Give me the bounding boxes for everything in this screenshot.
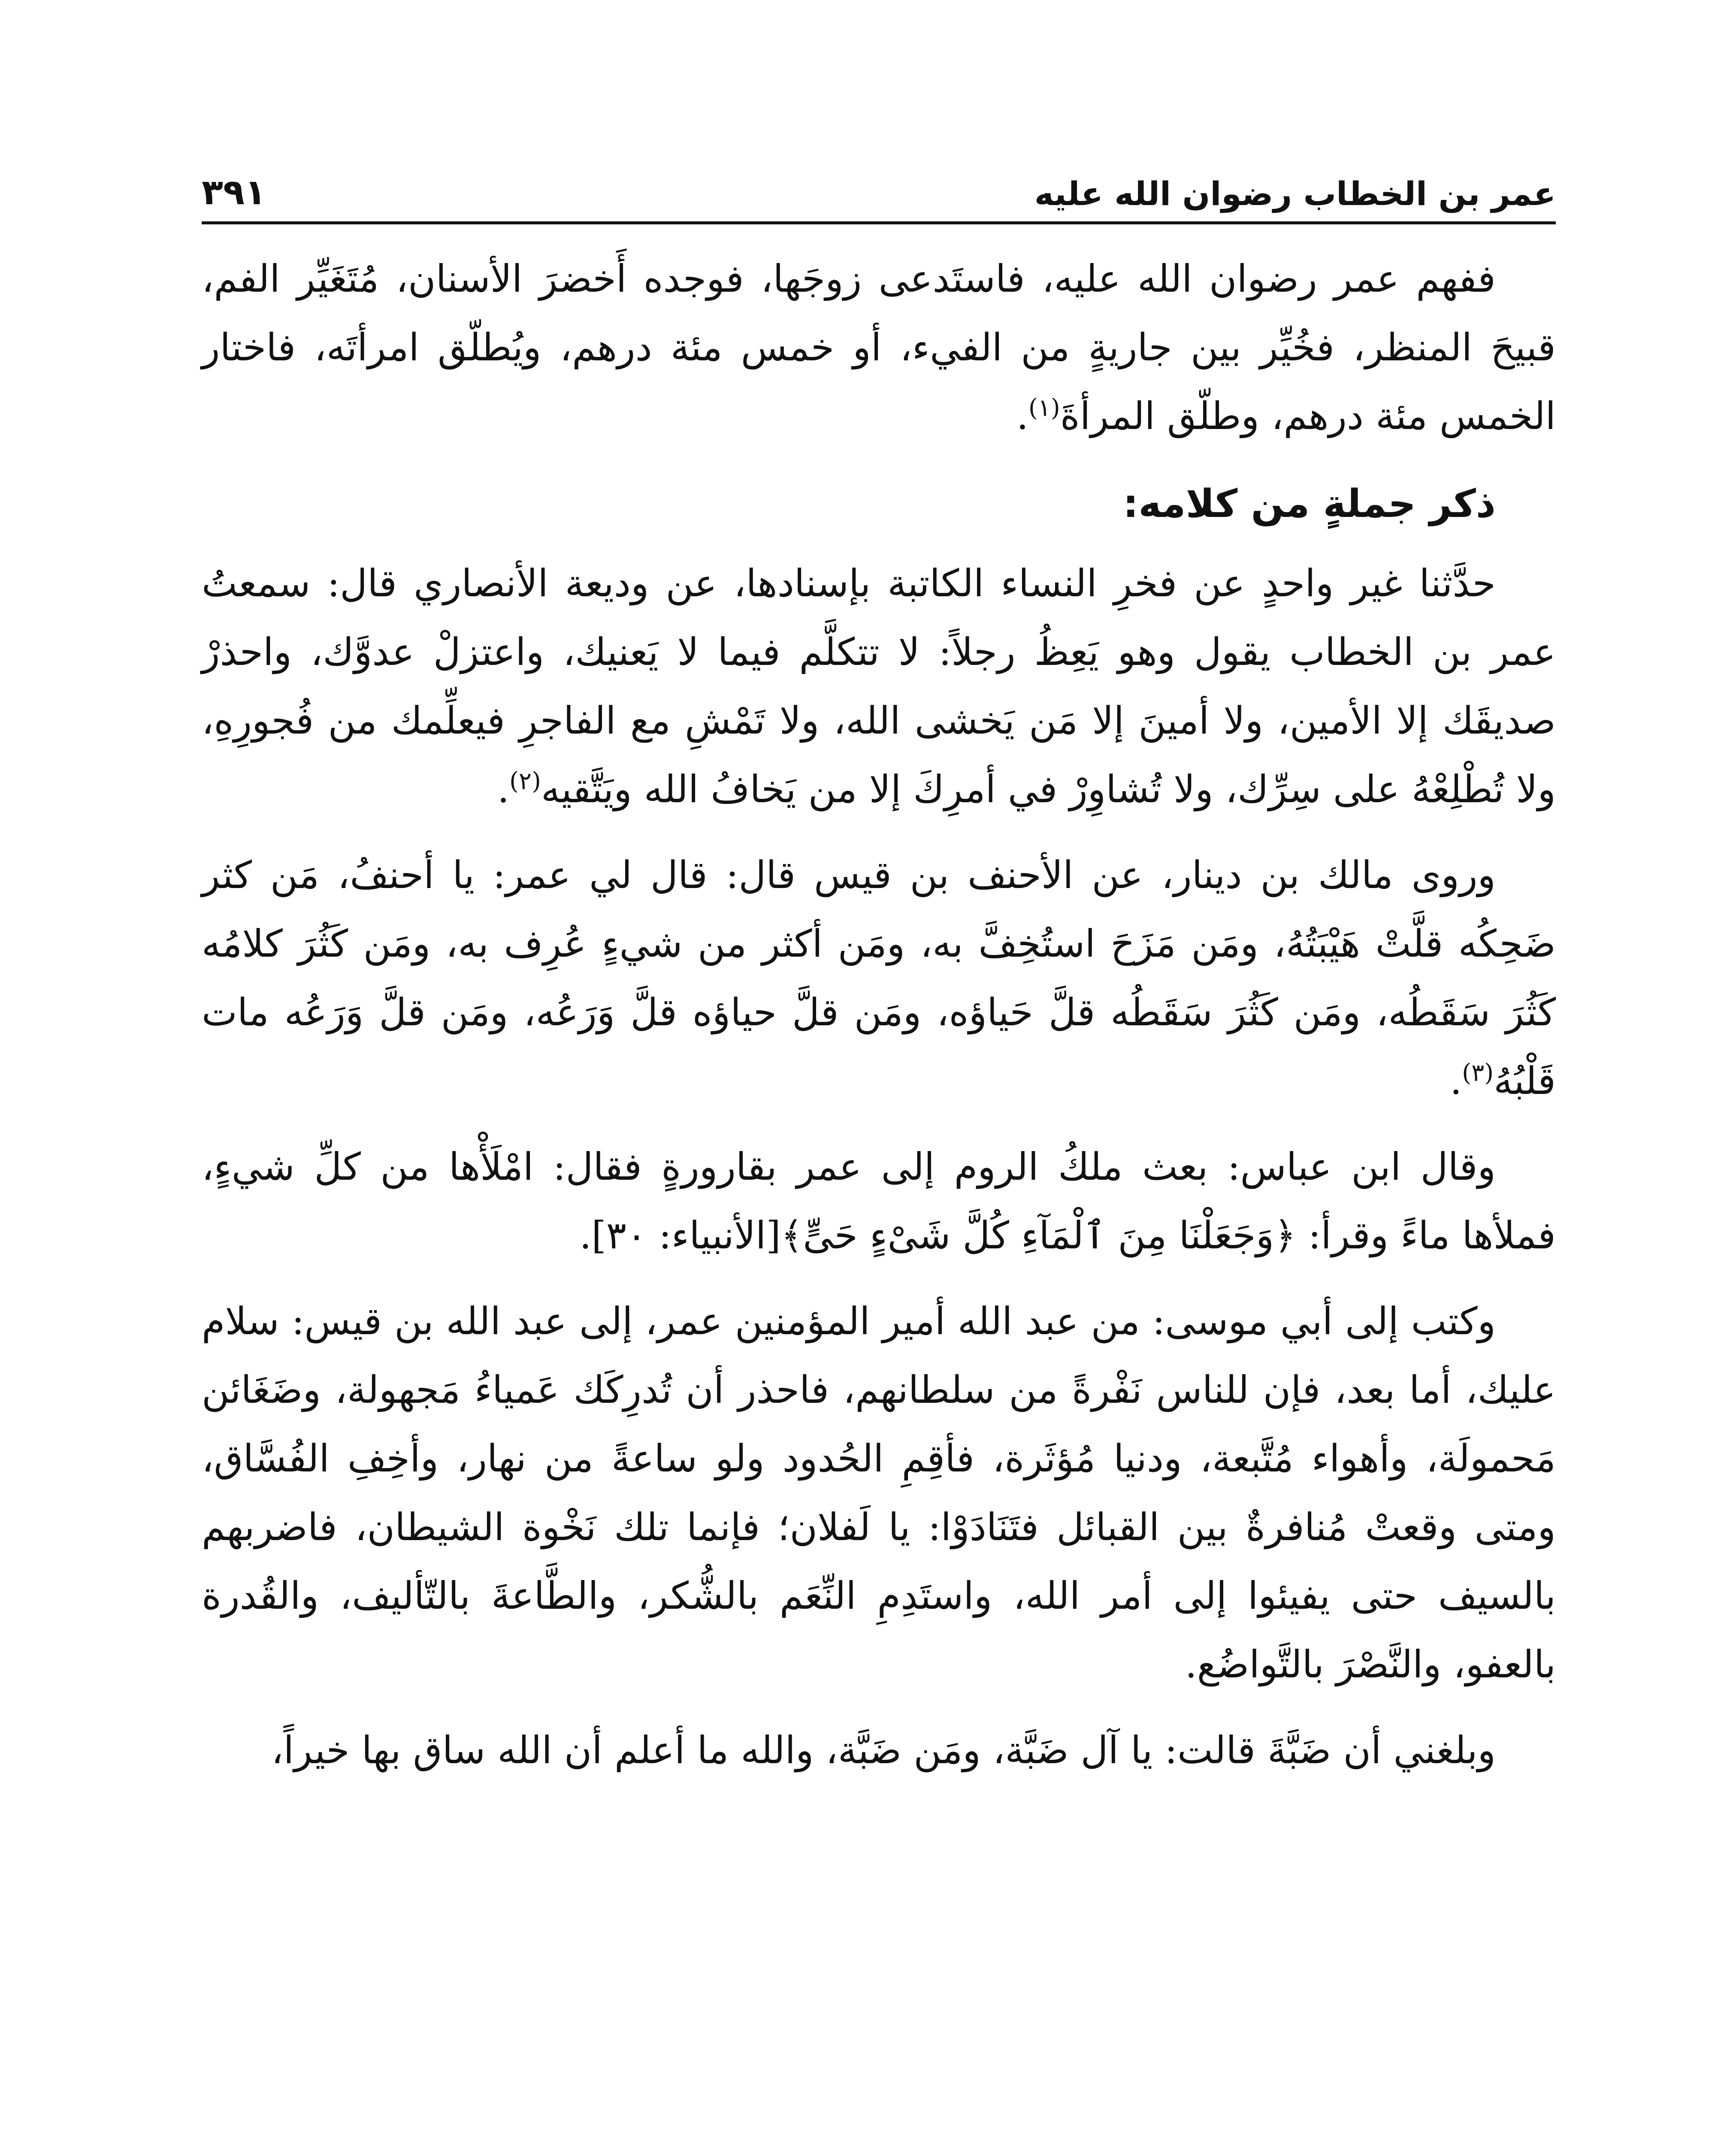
paragraph-4-text: وقال ابن عباس: بعث ملكُ الروم إلى عمر بقارورةٍ فقال: امْلَأْها من كلِّ شيءٍ، فملأها ماءً وقرأ: [202, 1145, 1556, 1257]
paragraph-1-text: ففهم عمر رضوان الله عليه، فاستَدعى زوجَها، فوجده أَخضرَ الأسنان، مُتَغَيِّر الفم، قبيحَ المنظر، فخُيِّر بين جاريةٍ من الفيء، أو خمس مئة درهم، ويُطلّق امرأتَه، فاختار الخمس مئة درهم، وطلّق المرأةَ [202, 257, 1556, 438]
page-header [202, 129, 1556, 224]
paragraph-2-end: . [497, 767, 510, 811]
paragraph-6-text: وبلغني أن ضَبَّةَ قالت: يا آل ضَبَّة، ومَن ضَبَّة، والله ما أعلم أن الله ساق بها خيراً، [271, 1728, 1496, 1772]
paragraph-3 [202, 841, 1556, 1115]
paragraph-2-text: حدَّثنا غير واحدٍ عن فخرِ النساء الكاتبة بإسنادها، عن وديعة الأنصاري قال: سمعتُ عمر بن الخطاب يقول وهو يَعِظُ رجلاً: لا تتكلَّم فيما لا يَعنيك، واعتزلْ عدوَّك، واحذرْ صديقَك إلا الأمين، ولا أمينَ إلا مَن يَخشى الله، ولا تَمْشِ مع الفاجرِ فيعلِّمك من فُجورِهِ، ولا تُطْلِعْهُ على سِرِّك، ولا تُشاوِرْ في أمرِكَ إلا من يَخافُ الله ويَتَّقيه [202, 561, 1556, 811]
paragraph-4 [202, 1133, 1556, 1270]
section-heading: ذكر جملةٍ من كلامه: [1123, 481, 1496, 526]
paragraph-6 [202, 1716, 1556, 1785]
paragraph-1-end: . [1016, 394, 1028, 438]
quran-citation: [الأنبياء: ٣٠]. [579, 1213, 781, 1257]
footnote-ref-2: (٢) [509, 767, 541, 795]
paragraph-2 [202, 549, 1556, 824]
paragraph-3-end: . [1450, 1059, 1462, 1103]
footnote-ref-1: (١) [1028, 394, 1060, 422]
quran-verse: ﴿وَجَعَلْنَا مِنَ ٱلْمَآءِ كُلَّ شَىْءٍ حَىٍّ﴾ [780, 1213, 1296, 1257]
paragraph-3-text: وروى مالك بن دينار، عن الأحنف بن قيس قال: قال لي عمر: يا أحنفُ، مَن كثر ضَحِكُه قلَّتْ هَيْبَتُهُ، ومَن مَزَحَ استُخِفَّ به، ومَن أكثر من شيءٍ عُرِف به، ومَن كَثُرَ كلامُه كَثُرَ سَقَطُه، ومَن كَثُرَ سَقَطُه قلَّ حَياؤه، ومَن قلَّ حياؤه قلَّ وَرَعُه، ومَن قلَّ وَرَعُه مات قَلْبُهُ [202, 853, 1556, 1103]
running-title: عمر بن الخطاب رضوان الله عليه [1034, 175, 1556, 213]
paragraph-1 [202, 245, 1556, 450]
footnote-ref-3: (٣) [1462, 1059, 1494, 1087]
page-number: ٣٩١ [202, 172, 266, 213]
body-text [202, 245, 1556, 1802]
paragraph-5 [202, 1287, 1556, 1699]
paragraph-5-text: وكتب إلى أبي موسى: من عبد الله أمير المؤمنين عمر، إلى عبد الله بن قيس: سلام عليك، أما بعد، فإن للناس نَفْرةً من سلطانهم، فاحذر أن تُدرِكَك عَمياءُ مَجهولة، وضَغَائن مَحمولَة، وأهواء مُتَّبعة، ودنيا مُؤثَرة، فأقِمِ الحُدود ولو ساعةً من نهار، وأخِفِ الفُسَّاق، ومتى وقعتْ مُنافرةٌ بين القبائل فتَنَادَوْا: يا لَفلان؛ فإنما تلك نَخْوة الشيطان، فاضربهم بالسيف حتى يفيئوا إلى أمر الله، واستَدِمِ النِّعَم بالشُّكر، والطَّاعةَ بالتّأليف، والقُدرة بالعفو، والنَّصْرَ بالتَّواضُع. [202, 1299, 1556, 1686]
